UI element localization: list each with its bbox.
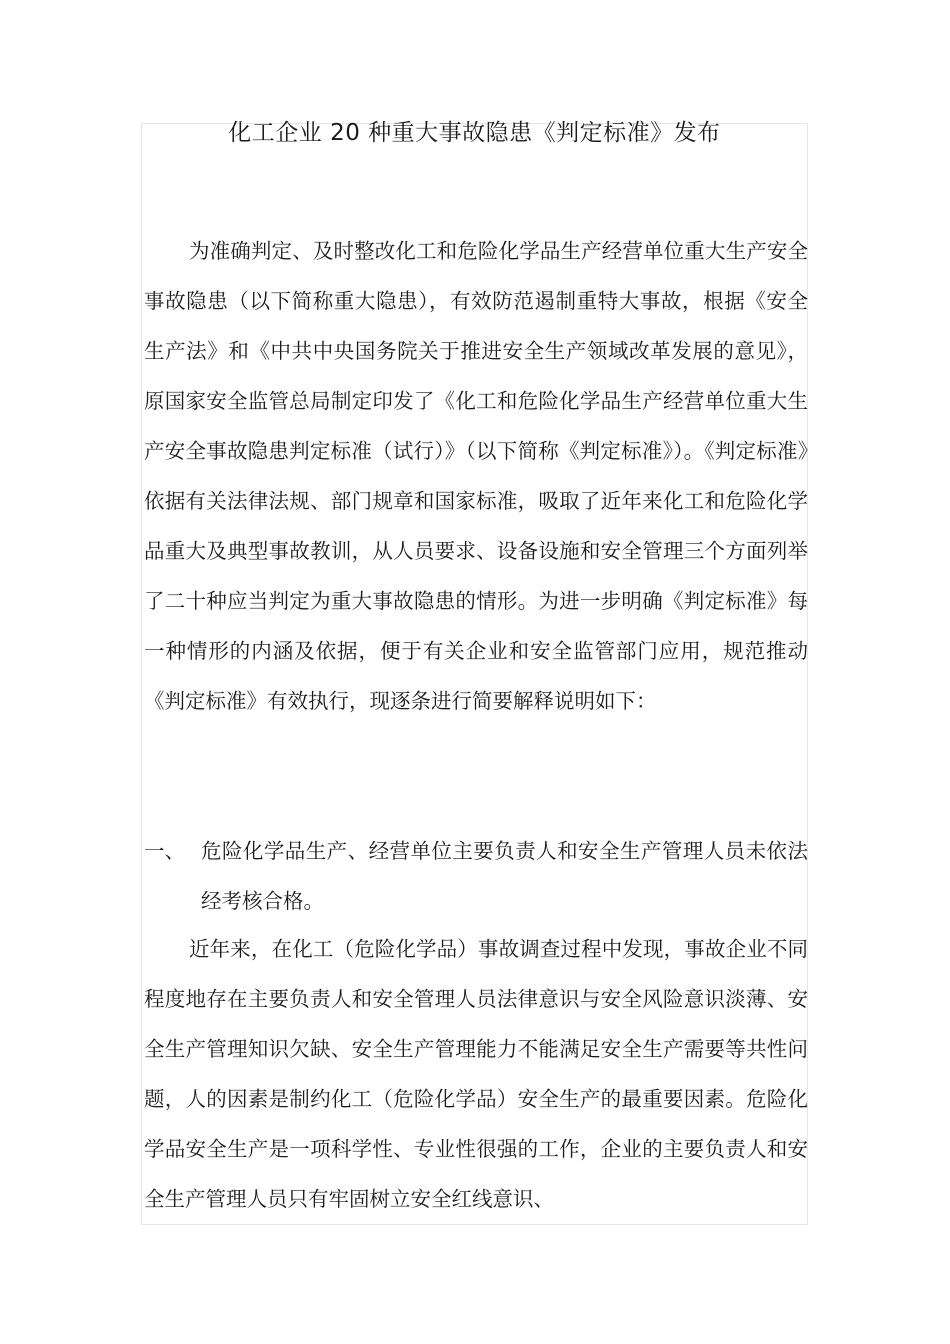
section-1-paragraph: 近年来，在化工（危险化学品）事故调查过程中发现，事故企业不同程度地存在主要负责人和安全管理人员法律意识与安全风险意识淡薄、安全生产管理知识欠缺、安全生产管理能力不能满足安全生产需要等共性问题，人的因素是制约化工（危险化学品）安全生产的最重要因素。危险化学品安全生产是一项科学性、专业性很强的工作，企业的主要负责人和安全生产管理人员只有牢固树立安全红线意识、 xyxy=(144,937,808,1211)
section-1-number: 一、 xyxy=(144,839,185,863)
section-1-heading-text: 危险化学品生产、经营单位主要负责人和安全生产管理人员未依法经考核合格。 xyxy=(201,839,808,913)
document-title: 化工企业 20 种重大事故隐患《判定标准》发布 xyxy=(228,120,721,146)
section-1-heading xyxy=(144,826,808,926)
intro-paragraph: 为准确判定、及时整改化工和危险化学品生产经营单位重大生产安全事故隐患（以下简称重大隐患），有效防范遏制重特大事故，根据《安全生产法》和《中共中央国务院关于推进安全生产领域改革发展的意见》，原国家安全监管总局制定印发了《化工和危险化学品生产经营单位重大生产安全事故隐患判定标准（试行）》（以下简称《判定标准》）。《判定标准》依据有关法律法规、部门规章和国家标准，吸取了近年来化工和危险化学品重大及典型事故教训，从人员要求、设备设施和安全管理三个方面列举了二十种应当判定为重大事故隐患的情形。为进一步明确《判定标准》每一种情形的内涵及依据，便于有关企业和安全监管部门应用，规范推动《判定标准》有效执行，现逐条进行简要解释说明如下： xyxy=(144,239,808,713)
